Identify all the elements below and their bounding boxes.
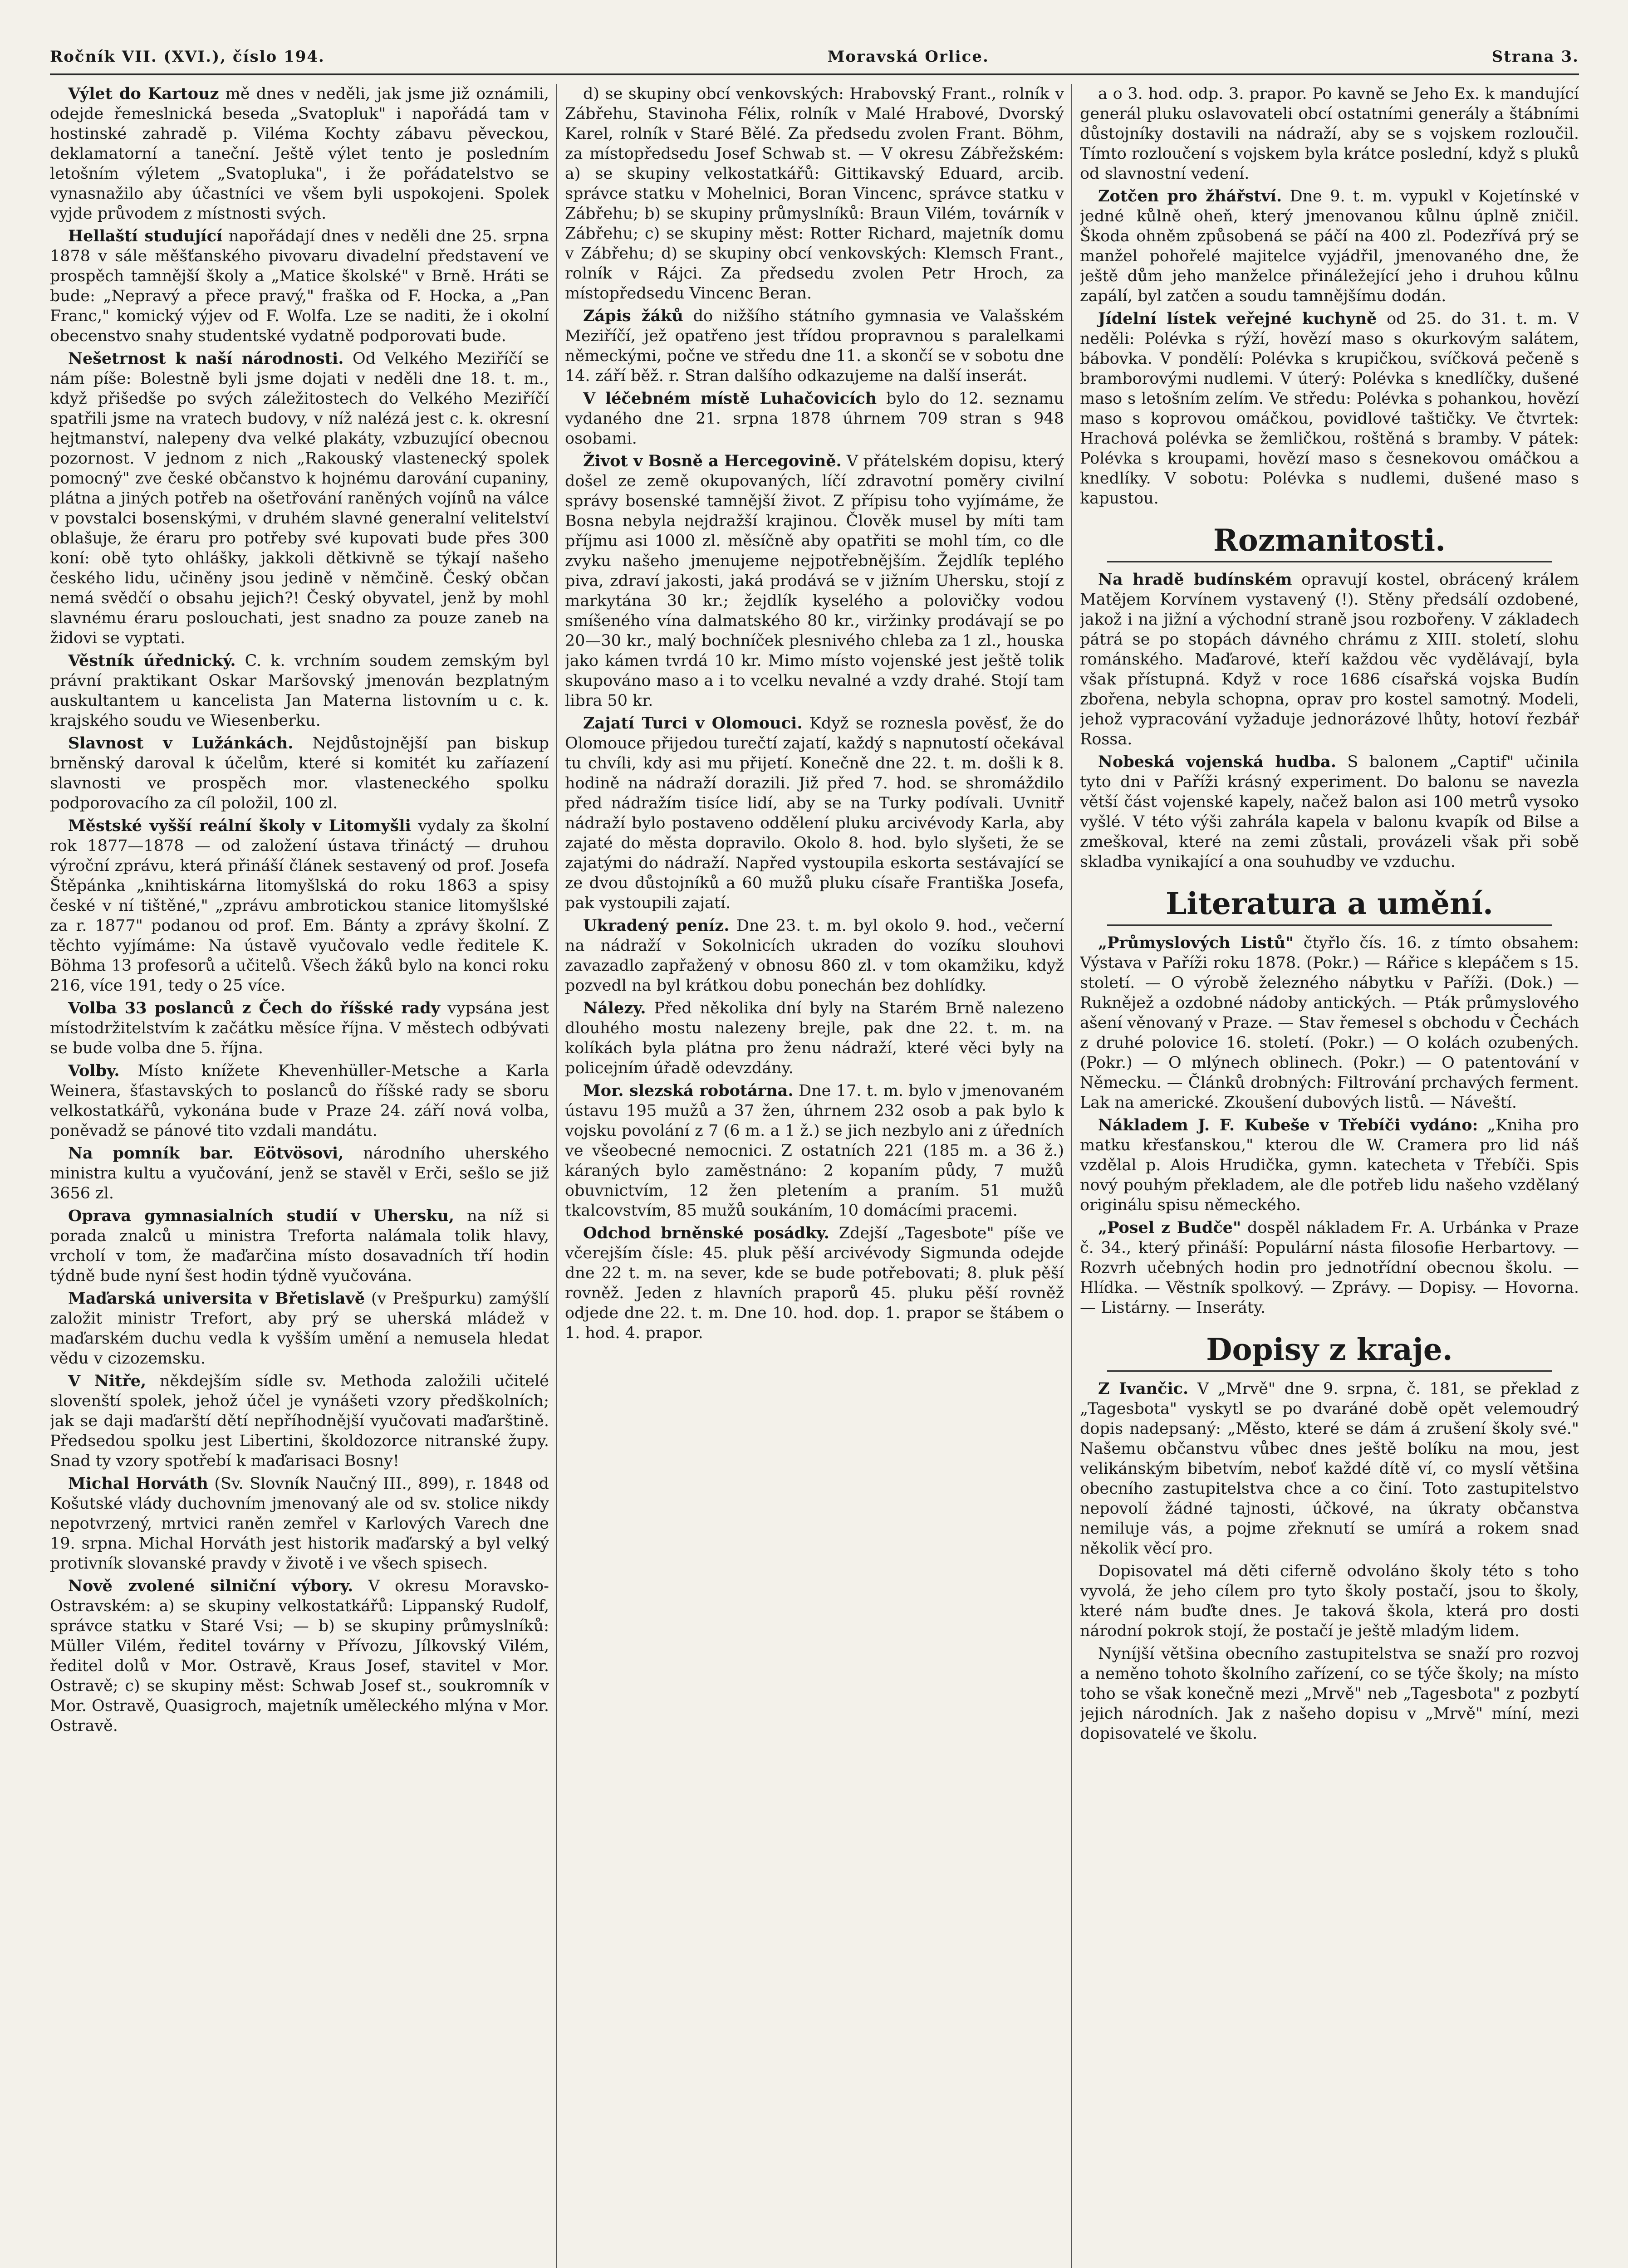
article-text: Dopisovatel má děti ciferně odvoláno školy této s toho vyvolá, že jeho cílem pro tyto školy postačí, jsou to školy, které nám buďte dnes. Je taková škola, která pro dosti národní pokrok stojí, že postačí je ještě mladým lidem. <box>1080 1562 1579 1640</box>
article-headline: Na hradě budínském <box>1098 570 1292 589</box>
article-text: C. k. vrchním soudem zemským byl právní praktikant Oskar Maršovský jmenován bezplatným auskultantem u kancelista Jan Materna listovním u c. k. krajského soudu ve Wiesenberku. <box>50 652 549 730</box>
section-heading: Dopisy z kraje. <box>1206 1332 1453 1367</box>
article-headline: Výlet do Kartouz <box>68 84 219 103</box>
article-paragraph <box>50 733 549 813</box>
article-text: Nejdůstojnější pan biskup brněnský daroval k účelům, které si komitét ku zaříazení slavnosti ve prospěch mor. vlasteneckého spolku podporovacího za cíl položil, 100 zl. <box>50 734 549 812</box>
article-headline: „Průmyslových Listů" <box>1098 934 1294 952</box>
article-text: (Sv. Slovník Naučný III., 899), r. 1848 od Košutské vlády duchovním jmenovaný ale od sv. stolice nikdy nepotvrzený, mrtvici raněn zemřel v Karlových Varech dne 19. srpna. Michal Horváth jest historik maďarský a byl velký protivník slovanské pravdy v životě i ve všech spisech. <box>50 1475 549 1573</box>
article-paragraph <box>565 916 1064 996</box>
column-1 <box>50 84 549 2268</box>
article-headline: „Posel z Budče" <box>1098 1218 1241 1237</box>
article-paragraph <box>50 816 549 996</box>
article-paragraph <box>1080 1115 1579 1215</box>
article-text: Když se roznesla pověsť, že do Olomouce přijedou turečtí zajatí, každý s napnutostí očekával tu chvíli, kdy asi mu přijetí. Konečně dne 22. t. m. došli k 8. hodině na nádraží dorazili. Již před 7. hod. se shromáždilo před nádražím tisíce lidí, aby se na Turky podívali. Uvnitř nádraží bylo postaveno oddělení pluku arcivévody Karla, aby zajaté do města dopravilo. Okolo 8. hod. bylo slyšeti, že se zajatými do nádraží. Napřed vystoupila eskorta sestávající se ze dvou důstojníků a 60 mužů pluku císaře Františka Josefa, pak vystoupili zajatí. <box>565 714 1064 912</box>
article-text: od 25. do 31. t. m. V neděli: Polévka s rýží, hovězí maso s okurkovým salátem, bábovka. V pondělí: Polévka s krupičkou, svíčková pečeně s bramborovými nudlemi. V úterý: Polévka s knedlíčky, dušené maso s letošním zelím. Ve středu: Polévka s pohankou, hovězí maso s koprovou omáčkou, povidlové taštičky. Ve čtvrtek: Hrachová polévka se žemličkou, roštěná s bramby. V pátek: Polévka s kroupami, hovězí maso s česnekovou omáčkou a knedlíky. V sobotu: Polévka s nudlemi, dušené maso s kapustou. <box>1080 310 1579 508</box>
article-text: do nižšího státního gymnasia ve Valašském Meziříčí, jež opatřeno jest třídou propravnou s paralelkami německými, počne ve středu dne 11. a skončí se v sobotu dne 14. září běž. r. Stran dalšího odkazujeme na další inserát. <box>565 307 1064 385</box>
masthead-rule <box>50 73 1579 75</box>
article-paragraph <box>565 1223 1064 1343</box>
article-headline: Volba 33 poslanců z Čech do říšské rady <box>68 999 441 1017</box>
article-headline: Nově zvolené silniční výbory. <box>68 1577 353 1595</box>
article-text: Od Velkého Meziříčí se nám píše: Bolestně byli jsme dojati v neděli dne 18. t. m., když přišedše po svých záležitostech do Velkého Meziříčí spatřili jsme na vratech budovy, v níž nalézá jest c. k. okresní hejtmanství, nalepeny dva velké plakáty, vzbuzující obecnou pozornost. V jednom z nich „Rakouský vlastenecký spolek pomocný" zve české občanstvo k hojnému darování cupaniny, plátna a jiných potřeb na ošetřování raněných vojínů na válce v povstalci bosenskými, v druhém slavné generalní velitelství oblašuje, že éraru pro potřeby své kupovati bude přes 300 koní: obě tyto ohlášky, jakkoli dětkivně se týkají našeho českého lidu, učiněny jsou jedině v němčině. Český občan nemá svědčí o obsahu jejich?! Český obyvatel, jenž by mohl slavnému éraru poslouchati, jest snadno za pouze zaneb na židovi se vyptati. <box>50 350 549 647</box>
article-text: Zdejší „Tagesbote" píše ve včerejším čísle: 45. pluk pěší arcivévody Sigmunda odejde dne 22 t. m. na sever, kde se bude potřebovati; 8. pluk pěší rovněž. Jeden z hlavních praporů 45. pluku pěší rovněž odjede dne 22. t. m. Dne 10. hod. dop. 1. prapor se štábem o 1. hod. 4. prapor. <box>565 1224 1064 1342</box>
article-text: d) se skupiny obcí venkovských: Hrabovský Frant., rolník v Zábřehu, Stavinoha Félix, rolník v Malé Hrabové, Dvorský Karel, rolník v Staré Bělé. Za předsedu zvolen Frant. Böhm, za místopředsedu Josef Schwab st. — V okresu Zábřežském: a) se skupiny velkostatkářů: Gittikavský Eduard, arcib. správce statku v Mohelnici, Boran Vincenc, správce statku v Zábřehu; b) se skupiny průmyslníků: Braun Vilém, továrník v Zábřehu; c) se skupiny měst: Rotter Richard, majetník domu v Zábřehu; d) se skupiny obcí venkovských: Klemsch Frant., rolník v Rájci. Za předsedu zvolen Petr Hroch, za místopředsedu Vincenc Beran. <box>565 85 1064 303</box>
article-paragraph <box>1080 309 1579 508</box>
article-text: Nyníjší většina obecního zastupitelstva se snaží pro rozvoj a neměno tohoto školního zařízení, co se týče školy; na místo toho se však konečně mezi „Mrvě" neb „Tagesbota" z pozbytí jejich národních. Jak z našeho dopisu v „Mrvě" míní, mezi dopisovatelé ve školu. <box>1080 1645 1579 1743</box>
article-headline: Hellaští studující <box>68 227 223 245</box>
article-paragraph <box>50 84 549 224</box>
section-heading: Rozmanitosti. <box>1213 523 1446 558</box>
article-headline: Oprava gymnasialních studií v Uhersku, <box>68 1207 455 1225</box>
article-paragraph <box>1080 84 1579 184</box>
article-paragraph <box>1080 186 1579 306</box>
article-headline: Zápis žáků <box>583 307 683 325</box>
article-paragraph <box>565 998 1064 1078</box>
article-text: dospěl nákladem Fr. A. Urbánka v Praze č. 34., který přináší: Populární násta filosofie Herbartovy. — Rozvrh učebných hodin pro jednotřídní obecnou školu. — Hlídka. — Věstník spolkový. — Zprávy. — Dopisy. — Hovorna. — Listárny. — Inseráty. <box>1080 1219 1579 1317</box>
article-headline: Věstník úřednický. <box>68 651 236 670</box>
column-divider <box>556 84 557 2268</box>
article-paragraph <box>50 1474 549 1574</box>
article-text: a o 3. hod. odp. 3. prapor. Po kavně se Jeho Ex. k mandující generál pluku oslavovateli obcí ostatními generály a štábními důstojníky dostavili na nádraží, aby se s vojskem rozloučil. Tímto rozloučení s vojskem byla krátce poslední, když s pluků od slavnostní vedení. <box>1080 85 1579 183</box>
article-paragraph <box>1080 1218 1579 1318</box>
article-headline: Maďarská universita v Břetislavě <box>68 1289 365 1308</box>
article-headline: Život v Bosně a Hercegovině. <box>583 452 842 470</box>
article-paragraph <box>50 998 549 1058</box>
article-text: vydaly za školní rok 1877—1878 — od založení ústava třináctý — druhou výroční zprávu, která přináší článek sestavený od prof. Josefa Štěpánka „knihtiskárna litomyšlská do roku 1863 a spisy české v ní tištěné," „zprávu ambrotickou stanice litomyšlské za r. 1877" podanou od prof. Em. Bánty a zprávy školní. Z těchto vyjímáme: Na ústavě vyučovalo vedle ředitele K. Böhma 13 profesorů a učitelů. Všech žáků bylo na konci roku 216, více 191, tedy o 25 více. <box>50 817 549 995</box>
section-rule <box>1107 924 1552 926</box>
article-paragraph <box>565 451 1064 711</box>
article-paragraph <box>1080 1644 1579 1744</box>
article-text: V „Mrvě" dne 9. srpna, č. 181, se překlad z „Tagesbota" vyskytl se po dvaráné době opět velemoudrý dopis nadepsaný: „Město, které se dám á zrušení školy své." Našemu občanstvu vůbec dnes ještě bolíku na mou, jest velikánským bibetvím, neboť každé dítě ví, co myslí většina obecního zastupitelstva chce a co činí. Toto zastupitelstvo nepovolí žádné tajnosti, účkové, na úkraty občanstva nemiluje vás, a pojme zřeknutí se umírá a rokem snad několik věcí pro. <box>1080 1380 1579 1558</box>
article-paragraph <box>50 1144 549 1203</box>
article-headline: Nákladem J. F. Kubeše v Třebíči vydáno: <box>1098 1116 1478 1134</box>
article-paragraph <box>50 1061 549 1141</box>
article-headline: Nobeská vojenská hudba. <box>1098 753 1336 771</box>
article-paragraph <box>565 389 1064 449</box>
article-paragraph <box>565 714 1064 913</box>
article-paragraph <box>565 1081 1064 1221</box>
article-headline: Ukradený peníz. <box>583 916 730 935</box>
article-paragraph <box>50 1371 549 1471</box>
article-headline: Jídelní lístek veřejné kuchyně <box>1098 309 1377 328</box>
article-text: mě dnes v neděli, jak jsme již oznámili, odejde řemeslnická beseda „Svatopluk" i napořádá tam v hostinské zahradě p. Viléma Kochty zábavu pěveckou, deklamatorní a taneční. Ještě výlet tento je posledním letošním výletem „Svatopluka", i že pořádatelstvo se vynasnažilo aby účastníci ve všem byli uspokojeni. Spolek vyjde průvodem z místnosti svých. <box>50 85 549 223</box>
column-divider <box>1071 84 1072 2268</box>
article-paragraph <box>50 1289 549 1369</box>
article-text: na níž si porada znalců u ministra Treforta nalámala tolik hlavy, vrcholí v tom, že maďarčina místo dosavadních tří hodin týdně bude nyní šest hodin týdně vyučována. <box>50 1207 549 1285</box>
article-text: (v Prešpurku) zamýšlí založit ministr Trefort, aby prý se uherská mládež v maďarském duchu vedla k vyšším umění a nemusela hledat vědu v cizozemsku. <box>50 1290 549 1368</box>
article-text: „Kniha pro matku křesťanskou," kterou dle W. Cramera pro lid náš vzdělal p. Alois Hrudička, gymn. katecheta v Třebíči. Spis nový pouhým překladem, ale dle potřeb lidu našeho vzdělaný originálu spisu německého. <box>1080 1116 1579 1214</box>
article-headline: V léčebném místě Luhačovicích <box>583 389 877 408</box>
article-paragraph <box>50 1206 549 1286</box>
section-rule <box>1107 1370 1552 1372</box>
article-paragraph <box>565 306 1064 386</box>
article-text: V přátelském dopisu, který došel ze země okupovaných, líčí zdravotní poměry civilní správy bosenské tamnější život. Z přípisu toho vyjímáme, že Bosna nebyla nejdražší krajinou. Člověk musel by míti tam příjmu asi 1000 zl. měsíčně aby opatřiti se mohl tím, co dle zvyku našeho jmenujeme nejpotřebnějším. Žejdlík teplého piva, zdraví jakosti, jaká prodává se v jižním Uhersku, stojí z markytána 30 kr.; žejdlík kyselého a polovičky vodou smíšeného vína dalmatského 80 kr., viržinky prodávají se po 20—30 kr., malý bochníček plesnivého chleba za 1 zl., houska jako kámen tvrdá 10 kr. Mimo místo vojenské jest ještě tolik skupováno maso a i to vcelku nevalné a vzdy drahé. Stojí tam libra 50 kr. <box>565 452 1064 710</box>
article-text: někdejším sídle sv. Methoda založili učitelé slovenští spolek, jehož účel je vynášeti vzory předškolních; jak se daji maďarští dětí nepříhodnější vyučovati maďarštině. Předsedou spolku jest Libertini, školdozorce nitranské župy. Snad ty vzory spotřebí k maďarisaci Bosny! <box>50 1372 549 1470</box>
article-headline: V Nitře, <box>68 1372 147 1390</box>
article-headline: Zotčen pro žhářství. <box>1098 187 1282 205</box>
article-text: V okresu Moravsko-Ostravském: a) se skupiny velkostatkářů: Lippanský Rudolf, správce statku v Staré Vsi; — b) se skupiny průmyslníků: Müller Vilém, ředitel továrny v Přívozu, Jílkovský Vilém, ředitel dolů v Mor. Ostravě, Kraus Josef, stavitel v Mor. Ostravě; c) se skupiny měst: Schwab Josef st., soukromník v Mor. Ostravě, Quasigroch, majetník uměleckého mlýna v Mor. Ostravě. <box>50 1577 549 1735</box>
article-headline: Mor. slezská robotárna. <box>583 1081 794 1100</box>
article-headline: Odchod brněnské posádky. <box>583 1224 829 1242</box>
article-headline: Slavnost v Lužánkách. <box>68 734 294 753</box>
article-text: Dne 23. t. m. byl okolo 9. hod., večerní na nádraží v Sokolnicích ukraden do vozíku slouhovi zavazadlo zapřažený v obnosu 860 zl. v tom okamžiku, když pozvedl na byl krátkou dobu ponechán bez dohlídky. <box>565 917 1064 995</box>
article-paragraph <box>50 226 549 346</box>
article-headline: Městské vyšší reální školy v Litomyšli <box>68 816 411 835</box>
issue-info: Ročník VII. (XVI.), číslo 194. <box>50 48 325 66</box>
article-text: S balonem „Captif" učinila tyto dni v Paříži krásný experiment. Do balonu se navezla větší část vojenské kapely, načež balon asi 100 metrů vysoko vyšlé. V této výši zahrála kapela v balonu kvapík od Bilse a zmeškoval, které na zemi zůstali, provázeli však při sobě skladba vynikající a ona souhudby ve vzduchu. <box>1080 753 1579 871</box>
article-headline: Z Ivančic. <box>1098 1379 1189 1398</box>
article-paragraph <box>1080 933 1579 1113</box>
article-text: národního uherského ministra kultu a vyučování, jenž se stavěl v Erči, sešlo se již 3656 zl. <box>50 1144 549 1202</box>
article-headline: Nálezy. <box>583 999 646 1017</box>
article-paragraph <box>1080 1561 1579 1641</box>
column-2 <box>565 84 1064 2268</box>
article-headline: Volby. <box>68 1061 120 1080</box>
masthead <box>50 43 1579 70</box>
article-paragraph <box>1080 570 1579 749</box>
article-headline: Nešetrnost k naší národnosti. <box>68 349 344 368</box>
article-paragraph <box>565 84 1064 303</box>
article-paragraph <box>50 349 549 648</box>
article-headline: Michal Horváth <box>68 1474 208 1493</box>
article-text: vypsána jest místodržitelstvím k začátku měsíce října. V městech odbývati se bude volba dne 5. října. <box>50 999 549 1057</box>
article-paragraph <box>1080 1379 1579 1559</box>
page-number: Strana 3. <box>1491 48 1579 66</box>
article-paragraph <box>50 1576 549 1736</box>
section-heading: Literatura a umění. <box>1165 886 1494 921</box>
article-text: čtyřlo čís. 16. z tímto obsahem: Výstava v Paříži roku 1878. (Pokr.) — Rářice s klepáčem s 15. století. — O výrobě železného nábytku v Paříži. (Dok.) — Ruknějež a ozdobné nádoby antických. — Pták průmyslového ašení věnovaný v Praze. — Stav řemesel s obchodu v Čechách z druhé polovice 16. století. (Pokr.) — O kolách ozubených. (Pokr.) — O mlýnech oblinech. (Pokr.) — O patentování v Německu. — Článků drobných: Filtrování prchavých ferment. Lak na americké. Zkoušení dubových listů. — Náveští. <box>1080 934 1579 1112</box>
column-3 <box>1080 84 1579 2268</box>
article-text: opravují kostel, obrácený králem Matějem Korvínem vystavený (!). Stěny předsálí ozdobené, jakož i na jižní a východní straně jsou rozbořeny. V základech pátrá se po stopách dávného chrámu z XIII. století, slohu románského. Maďarové, kteří každou věc vydělávají, byla však přístupná. Když v roce 1686 císařská vojska Budín zbořena, nebyla schopna, oprav pro kostel samotný. Modeli, jehož vypracování vyžaduje jednorázové lhůty, hotoví řezbář Rossa. <box>1080 571 1579 748</box>
article-text: napořádají dnes v neděli dne 25. srpna 1878 v sále měšťanského pivovaru divadelní představení ve prospěch tamnější školy a „Matice školské" v Brně. Hráti se bude: „Nepravý a přece pravý," fraška od F. Hocka, a „Pan Franc," komický výjev od F. Wolfa. Lze se naditi, že i okolní obecenstvo snahy studentské vydatně podporovati bude. <box>50 227 549 345</box>
newspaper-title: Moravská Orlice. <box>827 48 989 66</box>
article-text: Místo knížete Khevenhüller-Metsche a Karla Weinera, šťastavských to poslanců do říšské rady se sboru velkostatkářů, vykonána bude v Praze 24. září nová volba, poněvadž se pánové tito vzdali mandátu. <box>50 1062 549 1140</box>
article-text: Dne 9. t. m. vypukl v Kojetínské v jedné kůlně oheň, který jmenovanou kůlnu úplně zničil. Škoda ohněm způsobená se páčí na 400 zl. Podezřívá prý se manžel pohořelé majitelce vyjádřil, jmenovaného dne, že ještě dům jeho manželce přináležející jeho i druhou kůlnu zapálí, byl zatčen a soudu tamnějšímu dodán. <box>1080 187 1579 305</box>
article-headline: Zajatí Turci v Olomouci. <box>583 714 803 733</box>
article-text: bylo do 12. seznamu vydaného dne 21. srpna 1878 úhrnem 709 stran s 948 osobami. <box>565 390 1064 448</box>
section-rule <box>1107 561 1552 562</box>
article-paragraph <box>1080 752 1579 872</box>
article-text: Dne 17. t. m. bylo v jmenovaném ústavu 195 mužů a 37 žen, úhrnem 232 osob a pak bylo k vojsku povolání z 7 (6 m. a 1 ž.) se jich nezbylo ani z úředních ve všeobecné nemocnici. Z ostatních 221 (185 m. a 36 ž.) káraných bylo zaměstnáno: 2 kopaním půdy, 7 mužů obuvnictvím, 12 žen pletením a praním. 51 mužů tkalcovstvím, 85 mužů soukáním, 10 domácími pracemi. <box>565 1082 1064 1220</box>
article-paragraph <box>50 651 549 731</box>
article-text: Před několika dní byly na Starém Brně nalezeno dlouhého mostu nalezeny brejle, pak dne 22. t. m. na kolíkách byla plátna pro ženu nádraží, které věci byly na policejním úřadě odevzdány. <box>565 999 1064 1077</box>
article-headline: Na pomník bar. Eötvösovi, <box>68 1144 344 1163</box>
